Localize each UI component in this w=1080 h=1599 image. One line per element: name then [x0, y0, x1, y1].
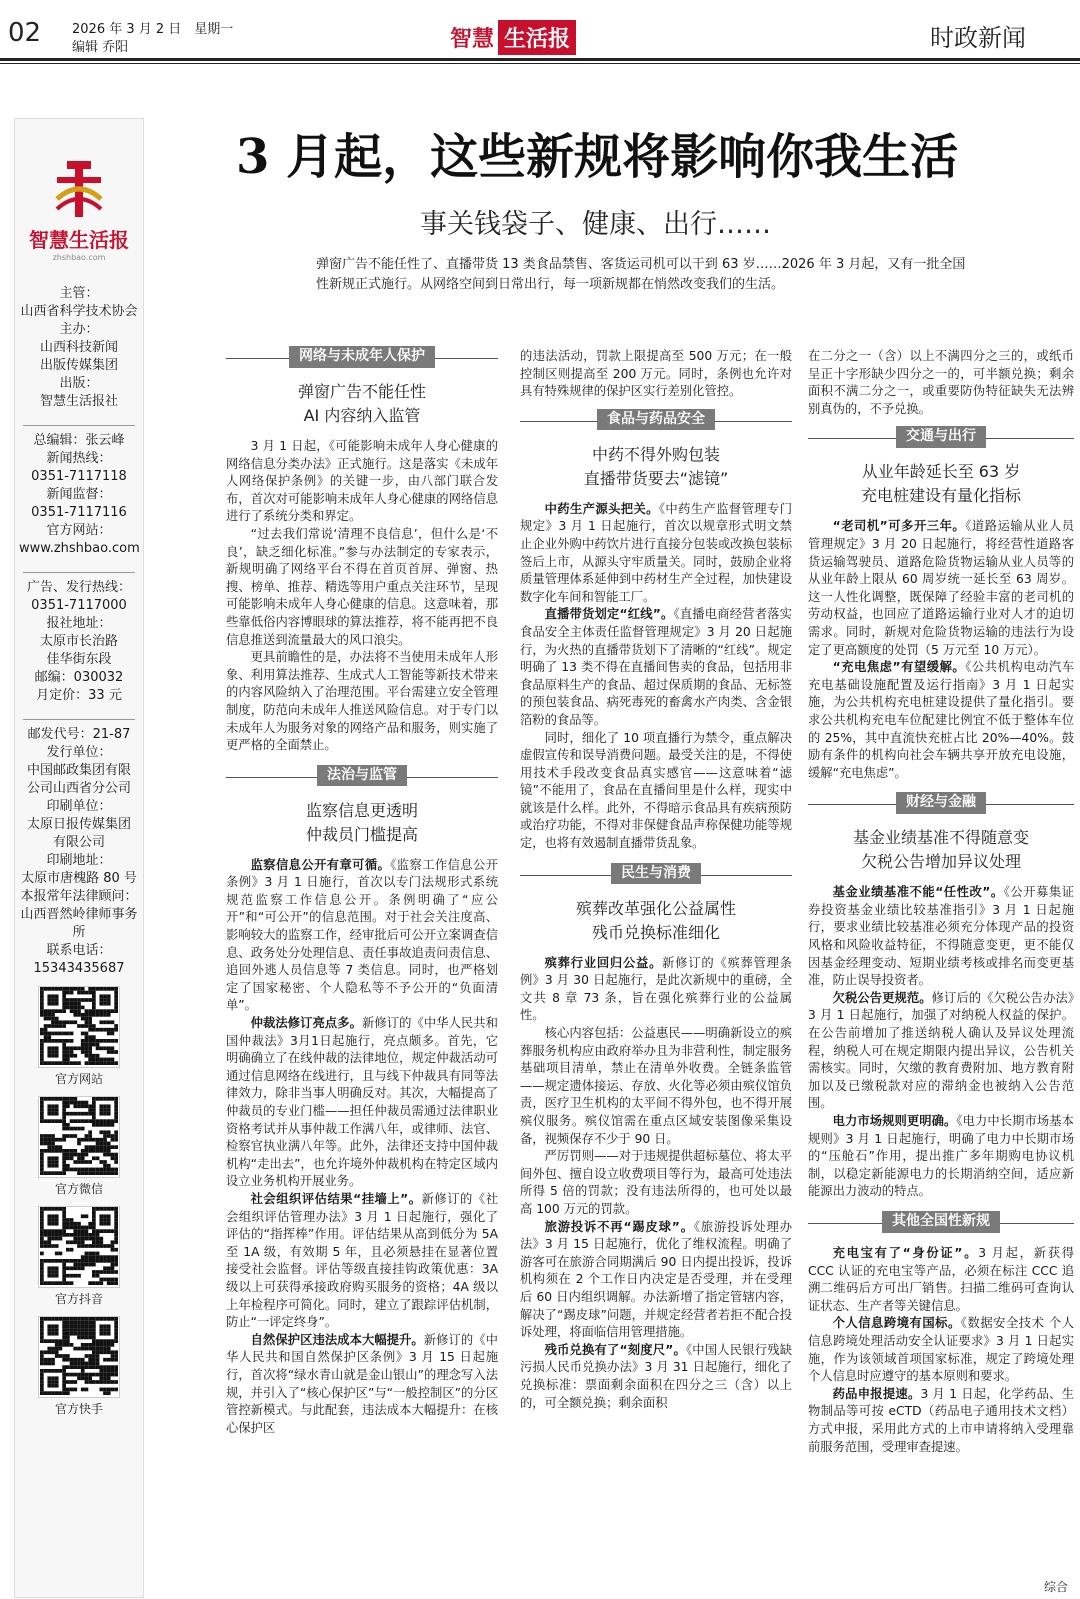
article-column-1: [226, 342, 498, 1437]
paragraph: [226, 1332, 498, 1438]
sidebar-publisher-info: [15, 285, 143, 411]
subheadline: 事关钱袋子、健康、出行……: [420, 209, 771, 240]
sidebar-line: 山西晋然岭律师事务所: [20, 907, 138, 940]
sidebar-line: 印刷单位：: [46, 799, 112, 814]
sidebar-line: 智慧生活报社: [39, 394, 118, 409]
paragraph: [808, 659, 1074, 782]
editor-credit: 编辑 乔阳: [72, 40, 129, 55]
paragraph: “过去我们常说‘清理不良信息’，但什么是‘不良’，缺乏细化标准。”参与办法制定的专家表示，新规明确了网络平台不得在首页首屏、弹窗、热搜、榜单、推荐、精选等用户重点关注环节，呈现可能影响未成年人身心健康的信息。这意味着，那些靠低俗内容博眼球的算法推荐，将不能再把不良信息推送到流量最大的风口浪尖。: [226, 526, 498, 647]
article-column-3: [808, 348, 1074, 1456]
sidebar-line: 0351-7117000: [31, 598, 127, 613]
source-credit: 综合: [1044, 1580, 1069, 1594]
sidebar-ad-info: [15, 579, 143, 705]
paragraph: [226, 857, 498, 1015]
article-subtitle: [520, 443, 792, 491]
section-tag: [808, 1211, 1074, 1237]
sidebar-brand: 智慧生活报: [29, 228, 129, 252]
lead-in: 残币兑换有了“刻度尺”。: [544, 1342, 686, 1357]
qr-code-icon[interactable]: [38, 1096, 120, 1178]
section-tag-label: 交通与出行: [896, 426, 986, 448]
paragraph: [520, 1342, 792, 1412]
page-number: 02: [8, 18, 42, 48]
paragraph: 严厉罚则——对于违规提供超标墓位、将太平间外包、擅自设立收费项目等行为，最高可处违法所得 5 倍的罚款；没有违法所得的，也可处以最高 100 万元的罚款。: [520, 1149, 792, 1216]
paragraph: [808, 990, 1074, 1113]
paragraph: 更具前瞻性的是，办法将不当使用未成年人形象、利用算法推荐、生成式人工智能等新技术带来的内容风险纳入了治理范围。平台需建立安全管理制度，防范向未成年人推送风险信息。对于专门以未成年人为服务对象的网络产品和服务，则实施了更严格的全面禁止。: [226, 650, 498, 753]
sidebar-line: 0351-7117118: [31, 469, 127, 484]
paragraph: [808, 1113, 1074, 1201]
sidebar-line: 山西科技新闻: [39, 340, 118, 355]
paragraph: [808, 1386, 1074, 1456]
section-tag-label: 食品与药品安全: [597, 409, 715, 431]
paragraph-text: 《公共机构电动汽车充电基础设施配置及运行指南》3 月 1 日起实施，为公共机构充电桩建设提供了量化指引。要求公共机构充电车位配建比例宜不低于整体车位的 25%，其中直流快充桩占比 20%—40%。鼓励有条件的机构向社会车辆共享开放充电设施，缓解“充电焦虑”。: [808, 660, 1074, 780]
paragraph-text: 《直播电商经营者落实食品安全主体责任监督管理规定》3 月 20 日起施行，为火热的直播带货划下了清晰的“红线”。规定明确了 13 类不得在直播间售卖的食品，包括用非食品原料生产的食品、超过保质期的食品、无标签的预包装食品、病死毒死的畜禽水产肉类、含金银箔粉的食品等。: [520, 607, 792, 727]
lead-in: 自然保护区违法成本大幅提升。: [250, 1332, 424, 1347]
paragraph: [520, 606, 792, 729]
paragraph-text: 《公开募集证券投资基金业绩比较基准指引》3 月 1 日起施行，要求业绩比较基准必须充分体现产品的投资风格和风险收益特征，不得随意变更，更不能仅因基金经理变动、短期业绩考核或排名而变更基准，防止误导投资者。: [808, 885, 1074, 988]
sidebar-line: 新闻热线：: [46, 451, 112, 466]
sidebar-line: 印刷地址：: [46, 853, 112, 868]
qr-caption: 官方快手: [54, 1402, 103, 1416]
sidebar-divider: [23, 572, 135, 573]
issue-date: 2026 年 3 月 2 日 星期一: [72, 22, 234, 37]
qr-code-icon[interactable]: [38, 986, 120, 1068]
section-tag-label: 财经与金融: [896, 792, 986, 814]
paragraph-text: 新修订的《中华人民共和国仲裁法》3月1日起施行，亮点颇多。首先，它明确确立了在线仲裁的法律地位，规定仲裁活动可通过信息网络在线进行，且与线下仲裁具有同等法律效力，除非当事人明确反对。其次，大幅提高了仲裁员的专业门槛——担任仲裁员需通过法律职业资格考试并从事仲裁工作满八年，或律师、法官、检察官执业满八年等。此外，法律还支持中国仲裁机构“走出去”，也允许境外仲裁机构在特定区域内设立业务机构开展业务。: [226, 1016, 498, 1189]
article-column-2: [520, 348, 792, 1412]
sidebar-line: 山西省科学技术协会: [20, 304, 138, 319]
sidebar-line: 出版：: [59, 376, 99, 391]
lead-in: 中药生产源头把关。: [544, 501, 659, 516]
sidebar-divider: [23, 425, 135, 426]
article-subtitle: [226, 380, 498, 428]
article-subtitle: [808, 460, 1074, 508]
logo-red: 生活报: [498, 20, 576, 55]
sidebar-line: 太原市长治路: [39, 634, 118, 649]
lead-in: “充电焦虑”有望缓解。: [832, 660, 966, 675]
paragraph-text: 《旅游投诉处理办法》3 月 15 日起施行，优化了维权流程。明确了游客可在旅游合同期满后 90 日内提出投诉，投诉机构须在 2 个工作日内决定是否受理，并在受理后 60 日内组织调解。办法新增了指定管辖内容，解决了“踢皮球”问题，并规定经营者若拒不配合投诉处理，将面临信用管理措施。: [520, 1219, 792, 1340]
article-subtitle: [808, 826, 1074, 874]
sidebar-line: 有限公司: [52, 835, 105, 850]
sidebar-line: 报社地址：: [46, 616, 112, 631]
subtitle-line: 殡葬改革强化公益属性: [575, 898, 736, 918]
sidebar-url: zhshbao.com: [52, 253, 106, 262]
sidebar-line: 本报常年法律顾问：: [20, 889, 138, 904]
paragraph: [520, 955, 792, 1025]
paragraph: [226, 1015, 498, 1191]
qr-code-icon[interactable]: [38, 1206, 120, 1288]
lead-in: “老司机”可多开三年。: [832, 519, 966, 534]
lead-in: 电力市场规则更明确。: [832, 1114, 957, 1128]
sidebar-line: 佳华街东段: [46, 652, 112, 667]
logo-zh: 智慧: [450, 25, 495, 52]
subtitle-line: 充电桩建设有量化指标: [860, 486, 1021, 506]
sidebar-line: 主管：: [59, 286, 99, 301]
subtitle-line: 仲裁员门槛提高: [305, 824, 418, 844]
lead-in: 欠税公告更规范。: [832, 990, 932, 1005]
paragraph: 同时，细化了 10 项直播行为禁令，重点解决虚假宣传和误导消费问题。最受关注的是，不得使用技术手段改变食品真实感官——这意味着“滤镜”不能用了，食品在直播间里是什么样，现实中就该是什么样。此外，不得暗示食品具有疾病预防或治疗功能，不得对非保健食品声称保健功能等规定，也将有效遏制直播带货乱象。: [520, 730, 792, 851]
subtitle-line: 欠税公告增加异议处理: [860, 852, 1021, 872]
sidebar-line: 太原市唐槐路 80 号: [21, 871, 137, 886]
paragraph: [520, 501, 792, 607]
sidebar-line: www.zhshbao.com: [19, 541, 140, 556]
subtitle-line: 直播带货要去“滤镜”: [583, 468, 729, 488]
paragraph-text: 《中国人民银行残缺污损人民币兑换办法》3 月 31 日起施行，细化了兑换标准：票面剩余面积在四分之三（含）以上的，可全额兑换；剩余面积: [520, 1342, 792, 1410]
subtitle-line: 弹窗广告不能任性: [297, 382, 426, 401]
sidebar-line: 15343435687: [33, 961, 125, 976]
sidebar-print-info: [15, 726, 143, 978]
lead-in: 仲裁法修订亮点多。: [250, 1016, 362, 1031]
section-tag-label: 网络与未成年人保护: [289, 346, 435, 368]
sidebar-line: 邮发代号：21-87: [27, 727, 131, 742]
sidebar-line: 总编辑：张云峰: [33, 433, 125, 448]
sidebar-divider: [23, 719, 135, 720]
page-header: [0, 0, 1080, 58]
lead-in: 药品申报提速。: [832, 1386, 921, 1401]
sidebar-line: 0351-7117116: [31, 505, 127, 520]
masthead-sidebar: [14, 118, 144, 1598]
paragraph-text: 《道路运输从业人员管理规定》3 月 20 日起施行，将经营性道路客货运输驾驶员、道路危险货物运输从业人员等的从业年龄上限从 60 周岁统一延长至 63 周岁。这一人性化调整，既保障了经验丰富的老司机的劳动权益，也回应了道路运输行业对人才的迫切需求。同时，新规对危险货物运输的违法行为设定了更高额度的处罚（5 万元至 10 万元）。: [808, 519, 1074, 657]
sidebar-line: 官方网站：: [46, 523, 112, 538]
paragraph-text: 《数据安全技术 个人信息跨境处理活动安全认证要求》3 月 1 日起实施，作为该领域首项国家标准，规定了跨境处理个人信息时应遵守的基本原则和要求。: [808, 1316, 1074, 1384]
paragraph-text: 3 月 1 日起，化学药品、生物制品等可按 eCTD（药品电子通用技术文档）方式申报，采用此方式的上市申请将纳入受理靠前服务范围，受理审查提速。: [808, 1386, 1074, 1454]
sidebar-line: 新闻监督：: [46, 487, 112, 502]
paragraph: [808, 1315, 1074, 1385]
lead-in: 旅游投诉不再“踢皮球”。: [544, 1219, 694, 1234]
subtitle-line: 从业年龄延长至 63 岁: [861, 462, 1021, 482]
paragraph-text: 3 月起，新获得 CCC 认证的充电宝等产品，必须在标注 CCC 追溯二维码后方可出厂销售。扫描二维码可查询认证状态、生产者等关键信息。: [808, 1245, 1075, 1313]
paragraph: 核心内容包括：公益惠民——明确新设立的殡葬服务机构应由政府举办且为非营利性，制定服务基础项目清单，禁止在清单外收费。全链条监管——规定遗体接运、存放、火化等必须由殡仪馆负责，医疗卫生机构的太平间不得外包，也不得开展殡仪服务。殡仪馆需在重点区域安装图像采集设备，视频保存不少于 90 日。: [520, 1026, 792, 1146]
subtitle-line: 残币兑换标准细化: [591, 922, 720, 942]
lead-in: 个人信息跨境有国标。: [832, 1316, 961, 1331]
section-tag-label: 法治与监管: [317, 765, 407, 787]
section-tag-label: 其他全国性新规: [882, 1211, 1000, 1233]
paragraph-text: 修订后的《欠税公告办法》3 月 1 日起施行，加强了对纳税人权益的保护。在公告前增加了推送纳税人确认及异议处理流程，纳税人可在规定期限内提出异议，公告机关需核实。同时，欠缴的教育费附加、地方教育附加以及已缴税款对应的滞纳金也被纳入公告范围。: [808, 990, 1074, 1111]
sidebar-line: 邮编：030032: [34, 670, 124, 685]
section-tag-label: 民生与消费: [611, 863, 701, 885]
sidebar-contact-info: [15, 432, 143, 558]
paragraph: 3 月 1 日起，《可能影响未成年人身心健康的网络信息分类办法》正式施行。这是落实《未成年人网络保护条例》的关键一步，由八部门联合发布，首次对可能影响未成年人身心健康的网络信息进行了系统分类和界定。: [226, 439, 498, 524]
lead-in: 社会组织评估结果“挂墙上”。: [250, 1191, 422, 1206]
lead-paragraph: 弹窗广告不能任性了、直播带货 13 类食品禁售、客货运司机可以干到 63 岁……2026 年 3 月起，又有一批全国性新规正式施行。从网络空间到日常出行，每一项新规都在悄然改变我们的生活。: [316, 257, 966, 292]
paragraph-text: 《中药生产监督管理专门规定》3 月 1 日起施行，首次以规章形式明文禁止企业外购中药饮片进行直接分包装或改换包装标签后上市，从源头守牢质量关。同时，鼓励企业将质量管理体系延伸到中药材生产全过程，加快建设数字化车间和智能工厂。: [520, 501, 792, 604]
brand-logo-icon: [49, 159, 109, 219]
lead-in: 监察信息公开有章可循。: [250, 857, 391, 872]
sidebar-line: 公司山西省分公司: [26, 781, 131, 796]
section-tag: [520, 863, 792, 889]
header-rule-thin: [0, 63, 1080, 64]
subtitle-line: 中药不得外购包装: [591, 444, 720, 464]
lead-in: 基金业绩基准不能“任性改”。: [832, 885, 1004, 900]
paragraph: 在二分之一（含）以上不满四分之三的，或纸币呈正十字形缺少四分之一的，可半额兑换；剩余面积不满二分之一，或重要防伪特征缺失无法辨别真伪的，不予兑换。: [808, 349, 1074, 416]
paragraph: [226, 1191, 498, 1332]
qr-code-icon[interactable]: [38, 1316, 120, 1398]
article-subtitle: [520, 897, 792, 945]
sidebar-line: 广告、发行热线：: [26, 580, 131, 595]
sidebar-line: 月定价：33 元: [36, 688, 122, 703]
headline: 3 月起，这些新规将影响你我生活: [236, 129, 959, 185]
section-title: 时政新闻: [930, 24, 1026, 52]
paragraph: 的违法活动，罚款上限提高至 500 万元；在一般控制区则提高至 200 万元。同时，条例也允许对具有特殊规律的保护区实行差别化管控。: [520, 349, 792, 399]
sidebar-logo: [15, 159, 143, 267]
paragraph: [808, 884, 1074, 990]
paragraph: [808, 1245, 1074, 1315]
sidebar-qr-codes: [15, 986, 143, 1418]
qr-caption: 官方网站: [54, 1072, 103, 1086]
lead-in: 充电宝有了“身份证”。: [832, 1245, 979, 1260]
masthead-logo: [450, 18, 576, 56]
section-tag: [808, 426, 1074, 452]
paragraph: [520, 1219, 792, 1342]
qr-caption: 官方抖音: [54, 1292, 103, 1306]
paragraph-text: 新修订的《殡葬管理条例》3 月 30 日起施行，是此次新规中的重磅，全文共 8 章 73 条，旨在强化殡葬行业的公益属性。: [520, 955, 792, 1023]
header-rule: [0, 58, 1080, 61]
sidebar-line: 太原日报传媒集团: [26, 817, 131, 832]
sidebar-line: 主办：: [59, 322, 99, 337]
sidebar-line: 中国邮政集团有限: [26, 763, 131, 778]
paragraph-text: 新修订的《中华人民共和国自然保护区条例》3 月 15 日起施行，首次将“绿水青山就是金山银山”的理念写入法规，并引入了“核心保护区”与“一般控制区”的分区管控新模式。与此配套，违法成本大幅提升：在核心保护区: [226, 1332, 498, 1435]
sidebar-line: 发行单位：: [46, 745, 112, 760]
subtitle-line: AI 内容纳入监管: [303, 406, 421, 425]
paragraph-text: 《监察工作信息公开条例》3 月 1 日施行，首次以专门法规形式系统规范监察工作信息公开。条例明确了“应公开”和“可公开”的信息范围。对于社会关注度高、影响较大的监察工作，经审批后可公开立案调查信息、政务处分处理信息、责任事故追责问责信息、追回外逃人员信息等 7 类信息。同时，也严格划定了国家秘密、个人隐私等不予公开的“负面清单”。: [226, 857, 498, 1013]
paragraph-text: 《电力中长期市场基本规则》3 月 1 日起施行，明确了电力中长期市场的“压舱石”作用，提出推广多年期购电协议机制，以稳定新能源电力的长期消纳空间，适应新能源出力波动的特点。: [808, 1114, 1074, 1199]
subtitle-line: 基金业绩基准不得随意变: [852, 828, 1029, 848]
section-tag: [226, 765, 498, 791]
sidebar-line: 出版传媒集团: [39, 358, 118, 373]
subtitle-line: 监察信息更透明: [305, 800, 418, 820]
article-subtitle: [226, 799, 498, 847]
sidebar-line: 联系电话：: [46, 943, 112, 958]
section-tag: [520, 409, 792, 435]
paragraph: [808, 518, 1074, 659]
paragraph-text: 新修订的《社会组织评估管理办法》3 月 1 日起施行，强化了评估的“指挥棒”作用。评估结果从高到低分为 5A 至 1A 级，有效期 5 年，且必须悬挂在显著位置接受社会监督。评估等级直接挂钩政策优惠：3A 级以上可获得承接政府购买服务的资格；4A 级以上年检程序可简化。同时，建立了跟踪评估机制，防止“一评定终身”。: [226, 1191, 498, 1330]
lead-in: 殡葬行业回归公益。: [544, 955, 663, 970]
lead-in: 直播带货划定“红线”。: [544, 607, 674, 622]
section-tag: [808, 792, 1074, 818]
qr-caption: 官方微信: [54, 1182, 103, 1196]
section-tag: [226, 346, 498, 372]
